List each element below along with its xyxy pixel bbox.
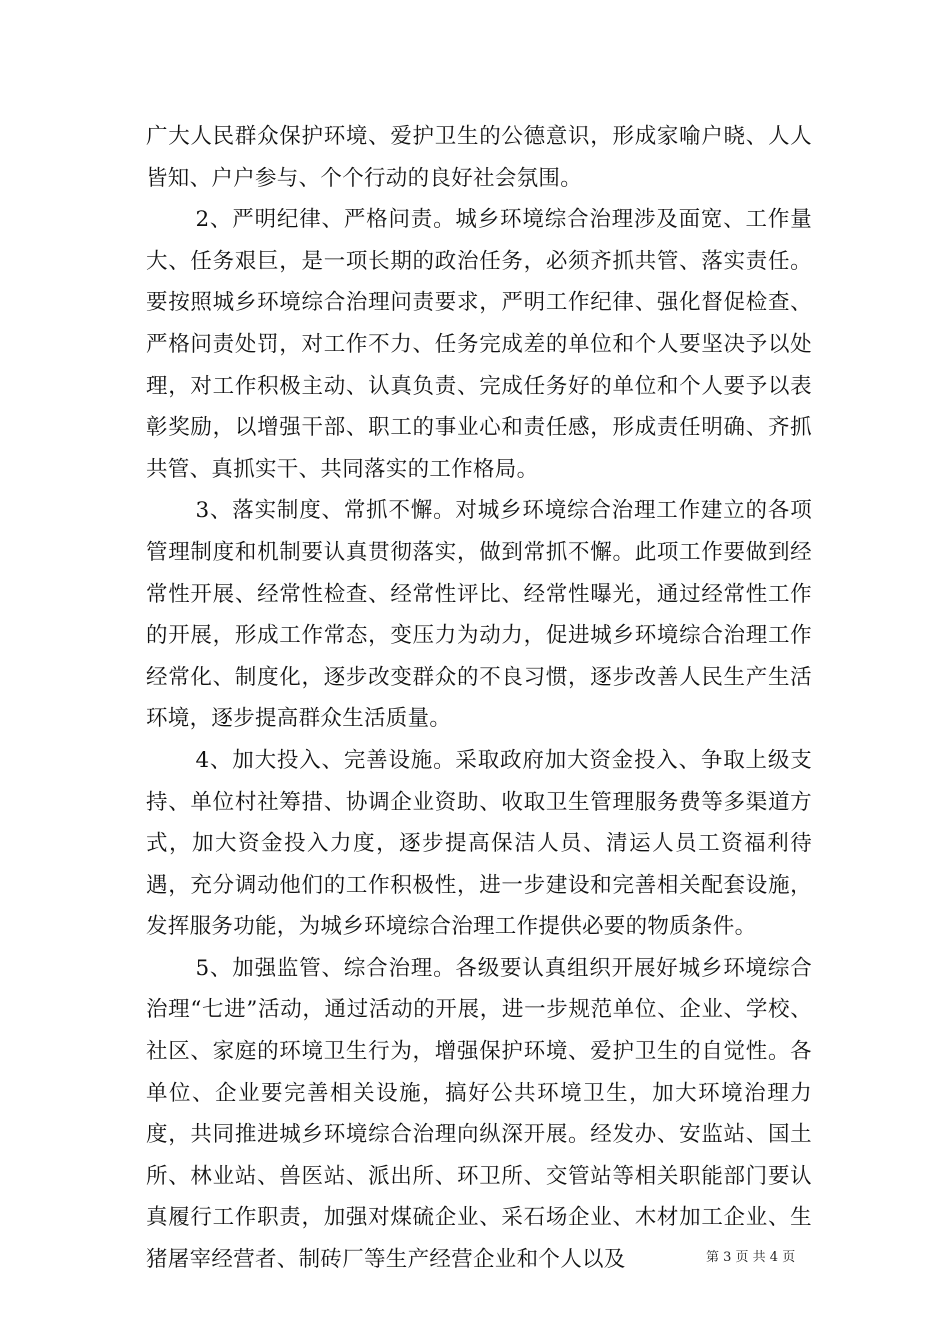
document-body [146,116,812,1281]
paragraph-increase-investment: 4、加大投入、完善设施。采取政府加大资金投入、争取上级支持、单位村社筹措、协调企业资助、收取卫生管理服务费等多渠道方式，加大资金投入力度，逐步提高保洁人员、清运人员工资福利待遇，充分调动他们的工作积极性，进一步建设和完善相关配套设施，发挥服务功能，为城乡环境综合治理工作提供必要的物质条件。 [146,747,812,940]
paragraph-discipline-accountability: 2、严明纪律、严格问责。城乡环境综合治理涉及面宽、工作量大、任务艰巨，是一项长期的政治任务，必须齐抓共管、落实责任。要按照城乡环境综合治理问责要求，严明工作纪律、强化督促检查、严格问责处罚，对工作不力、任务完成差的单位和个人要坚决予以处理，对工作积极主动、认真负责、完成任务好的单位和个人要予以表彰奖励，以增强干部、职工的事业心和责任感，形成责任明确、齐抓共管、真抓实干、共同落实的工作格局。 [146,207,812,482]
paragraph-strengthen-supervision: 5、加强监管、综合治理。各级要认真组织开展好城乡环境综合治理“七进”活动，通过活动的开展，进一步规范单位、企业、学校、社区、家庭的环境卫生行为，增强保护环境、爱护卫生的自觉性。各单位、企业要完善相关设施，搞好公共环境卫生，加大环境治理力度，共同推进城乡环境综合治理向纵深开展。经发办、安监站、国土所、林业站、兽医站、派出所、环卫所、交管站等相关职能部门要认真履行工作职责，加强对煤硫企业、采石场企业、木材加工企业、生猪屠宰经营者、制砖厂等生产经营企业和个人以及 [146,955,812,1273]
page-number-footer: 第 3 页 共 4 页 [706,1250,796,1265]
paragraph-continuation: 广大人民群众保护环境、爱护卫生的公德意识，形成家喻户晓、人人皆知、户户参与、个个行动的良好社会氛围。 [146,124,812,191]
paragraph-implement-systems: 3、落实制度、常抓不懈。对城乡环境综合治理工作建立的各项管理制度和机制要认真贯彻落实，做到常抓不懈。此项工作要做到经常性开展、经常性检查、经常性评比、经常性曝光，通过经常性工作的开展，形成工作常态，变压力为动力，促进城乡环境综合治理工作经常化、制度化，逐步改变群众的不良习惯，逐步改善人民生产生活环境，逐步提高群众生活质量。 [146,498,812,732]
